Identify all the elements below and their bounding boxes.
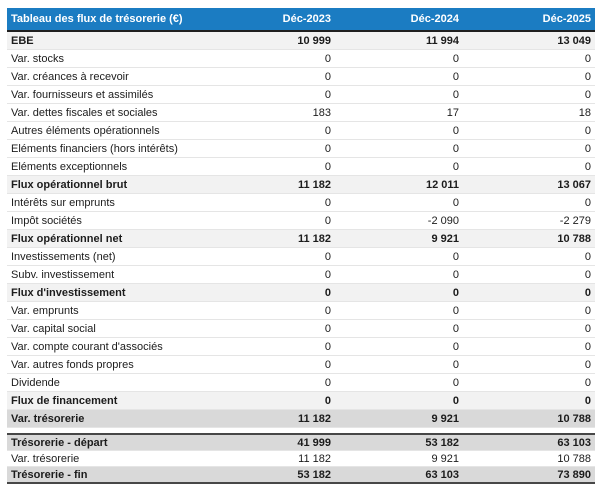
table-body [7, 31, 595, 483]
row-label: Var. trésorerie [7, 410, 207, 428]
table-row [7, 50, 595, 68]
cell-value: 0 [463, 122, 595, 140]
cell-value: 41 999 [207, 434, 335, 451]
cell-value: 0 [207, 68, 335, 86]
cell-value: 0 [335, 86, 463, 104]
cell-value: 12 011 [335, 176, 463, 194]
table-row [7, 31, 595, 50]
cell-value: 0 [207, 302, 335, 320]
cell-value: 0 [335, 374, 463, 392]
row-label: Flux opérationnel net [7, 230, 207, 248]
col-header-dec-2023: Déc-2023 [207, 8, 335, 31]
table-row [7, 284, 595, 302]
row-label: Subv. investissement [7, 266, 207, 284]
col-header-dec-2024: Déc-2024 [335, 8, 463, 31]
cell-value: 10 788 [463, 230, 595, 248]
cell-value: 9 921 [335, 410, 463, 428]
cell-value: 0 [207, 284, 335, 302]
cell-value: 0 [463, 266, 595, 284]
row-label: Impôt sociétés [7, 212, 207, 230]
cell-value: 0 [335, 302, 463, 320]
table-row [7, 467, 595, 484]
cell-value: 53 182 [207, 467, 335, 484]
cell-value: 0 [335, 284, 463, 302]
cell-value: 0 [335, 50, 463, 68]
cell-value: 0 [463, 302, 595, 320]
cell-value: 10 788 [463, 410, 595, 428]
cell-value: 53 182 [335, 434, 463, 451]
cell-value: 0 [207, 338, 335, 356]
col-header-dec-2025: Déc-2025 [463, 8, 595, 31]
row-label: Flux de financement [7, 392, 207, 410]
table-row [7, 320, 595, 338]
cell-value: 10 999 [207, 31, 335, 50]
table-row [7, 158, 595, 176]
table-row [7, 68, 595, 86]
cell-value: 0 [335, 392, 463, 410]
table-row [7, 356, 595, 374]
row-label: Var. dettes fiscales et sociales [7, 104, 207, 122]
cell-value: 11 182 [207, 230, 335, 248]
row-label: Intérêts sur emprunts [7, 194, 207, 212]
cell-value: 0 [207, 140, 335, 158]
cell-value: 0 [207, 248, 335, 266]
cell-value: 0 [207, 50, 335, 68]
table-row [7, 374, 595, 392]
row-label: Var. emprunts [7, 302, 207, 320]
cell-value: 0 [335, 122, 463, 140]
table-title: Tableau des flux de trésorerie (€) [7, 8, 207, 31]
cell-value: 0 [335, 68, 463, 86]
cell-value: 0 [463, 158, 595, 176]
cell-value: 0 [463, 338, 595, 356]
row-label: Var. créances à recevoir [7, 68, 207, 86]
cell-value: 0 [335, 338, 463, 356]
row-label: Flux opérationnel brut [7, 176, 207, 194]
cell-value: 0 [207, 194, 335, 212]
cell-value: 17 [335, 104, 463, 122]
row-label: Var. capital social [7, 320, 207, 338]
table-row [7, 434, 595, 451]
cell-value: -2 090 [335, 212, 463, 230]
cell-value: 73 890 [463, 467, 595, 484]
row-label: Flux d'investissement [7, 284, 207, 302]
cell-value: 63 103 [335, 467, 463, 484]
row-label: Eléments financiers (hors intérêts) [7, 140, 207, 158]
table-row [7, 338, 595, 356]
table-row [7, 86, 595, 104]
cell-value: 0 [207, 86, 335, 104]
cell-value: 0 [335, 320, 463, 338]
table-row [7, 176, 595, 194]
table-row [7, 410, 595, 428]
cell-value: 9 921 [335, 230, 463, 248]
cell-value: 0 [463, 50, 595, 68]
row-label: Var. trésorerie [7, 451, 207, 467]
cell-value: 0 [207, 374, 335, 392]
cell-value: 0 [463, 356, 595, 374]
cell-value: 13 049 [463, 31, 595, 50]
cashflow-table [7, 8, 595, 484]
cell-value: 11 182 [207, 176, 335, 194]
row-label: Dividende [7, 374, 207, 392]
cell-value: 63 103 [463, 434, 595, 451]
cell-value: 11 182 [207, 410, 335, 428]
cell-value: 0 [335, 158, 463, 176]
table-row [7, 104, 595, 122]
cell-value: 0 [463, 392, 595, 410]
table-row [7, 248, 595, 266]
table-row [7, 194, 595, 212]
row-label: Var. stocks [7, 50, 207, 68]
table-row [7, 302, 595, 320]
cell-value: 0 [207, 266, 335, 284]
cell-value: 0 [207, 356, 335, 374]
cell-value: 0 [463, 194, 595, 212]
cell-value: 0 [335, 356, 463, 374]
cell-value: 11 182 [207, 451, 335, 467]
cell-value: 11 994 [335, 31, 463, 50]
row-label: Autres éléments opérationnels [7, 122, 207, 140]
cell-value: 0 [335, 266, 463, 284]
table-header-row [7, 8, 595, 31]
cell-value: 0 [463, 248, 595, 266]
row-label: Var. compte courant d'associés [7, 338, 207, 356]
table-row [7, 140, 595, 158]
table-row [7, 212, 595, 230]
cell-value: 0 [335, 140, 463, 158]
cell-value: 0 [463, 284, 595, 302]
cell-value: 0 [207, 392, 335, 410]
cell-value: 0 [335, 194, 463, 212]
cell-value: 13 067 [463, 176, 595, 194]
row-label: Investissements (net) [7, 248, 207, 266]
cell-value: 9 921 [335, 451, 463, 467]
cell-value: 183 [207, 104, 335, 122]
table-row [7, 230, 595, 248]
cashflow-table-container [7, 8, 595, 484]
row-label: Trésorerie - fin [7, 467, 207, 484]
cell-value: 0 [207, 158, 335, 176]
row-label: EBE [7, 31, 207, 50]
cell-value: 0 [207, 320, 335, 338]
cell-value: 0 [207, 212, 335, 230]
row-label: Trésorerie - départ [7, 434, 207, 451]
table-row [7, 122, 595, 140]
cell-value: 0 [335, 248, 463, 266]
cell-value: 0 [463, 374, 595, 392]
row-label: Eléments exceptionnels [7, 158, 207, 176]
table-row [7, 451, 595, 467]
cell-value: 0 [463, 86, 595, 104]
table-row [7, 266, 595, 284]
cell-value: 0 [463, 320, 595, 338]
cell-value: -2 279 [463, 212, 595, 230]
cell-value: 18 [463, 104, 595, 122]
row-label: Var. autres fonds propres [7, 356, 207, 374]
table-row [7, 392, 595, 410]
cell-value: 0 [463, 68, 595, 86]
row-label: Var. fournisseurs et assimilés [7, 86, 207, 104]
cell-value: 0 [463, 140, 595, 158]
cell-value: 10 788 [463, 451, 595, 467]
cell-value: 0 [207, 122, 335, 140]
